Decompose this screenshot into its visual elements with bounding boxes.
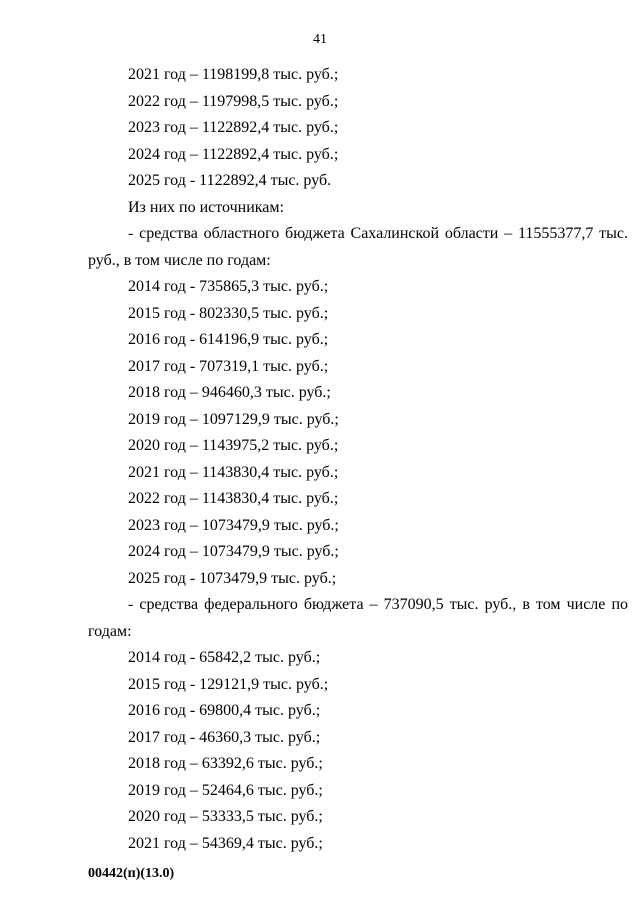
- regional-budget-line: - средства областного бюджета Сахалинской области – 11555377,7 тыс.: [128, 225, 628, 242]
- regional-year-line: 2022 год – 1143830,4 тыс. руб.;: [128, 490, 339, 507]
- federal-year-line: 2016 год - 69800,4 тыс. руб.;: [128, 702, 321, 719]
- text-line: 2025 год - 1122892,4 тыс. руб.: [128, 172, 332, 189]
- document-body: [88, 62, 628, 857]
- federal-year-line: 2019 год – 52464,6 тыс. руб.;: [128, 781, 323, 799]
- regional-year-line: 2024 год – 1073479,9 тыс. руб.;: [128, 543, 339, 560]
- federal-year-line: 2017 год - 46360,3 тыс. руб.;: [128, 728, 321, 746]
- regional-year-line: 2023 год – 1073479,9 тыс. руб.;: [128, 516, 339, 534]
- regional-year-line: 2014 год - 735865,3 тыс. руб.;: [128, 278, 329, 295]
- text-line: 2024 год – 1122892,4 тыс. руб.;: [128, 145, 339, 163]
- regional-year-line: 2017 год - 707319,1 тыс. руб.;: [128, 357, 329, 375]
- federal-budget-line-cont: годам:: [88, 622, 132, 640]
- regional-budget-line-cont: руб., в том числе по годам:: [88, 251, 271, 269]
- federal-year-line: 2021 год – 54369,4 тыс. руб.;: [128, 834, 323, 852]
- text-line: 2021 год – 1198199,8 тыс. руб.;: [128, 66, 339, 83]
- regional-year-line: 2020 год – 1143975,2 тыс. руб.;: [128, 437, 339, 454]
- regional-year-line: 2015 год - 802330,5 тыс. руб.;: [128, 304, 329, 322]
- regional-year-line: 2021 год – 1143830,4 тыс. руб.;: [128, 463, 339, 481]
- federal-budget-line: - средства федерального бюджета – 737090,5 тыс. руб., в том числе по: [128, 596, 628, 613]
- regional-year-line: 2016 год - 614196,9 тыс. руб.;: [128, 331, 329, 348]
- text-line: 2023 год – 1122892,4 тыс. руб.;: [128, 119, 339, 136]
- text-line: 2022 год – 1197998,5 тыс. руб.;: [128, 92, 339, 110]
- sources-heading: Из них по источникам:: [128, 198, 284, 216]
- document-code: 00442(п)(13.0): [88, 866, 175, 881]
- federal-year-line: 2020 год – 53333,5 тыс. руб.;: [128, 808, 323, 825]
- federal-year-line: 2018 год – 63392,6 тыс. руб.;: [128, 755, 323, 772]
- page-number: 41: [313, 32, 327, 47]
- regional-year-line: 2019 год – 1097129,9 тыс. руб.;: [128, 410, 339, 428]
- federal-year-line: 2014 год - 65842,2 тыс. руб.;: [128, 649, 321, 666]
- regional-year-line: 2025 год - 1073479,9 тыс. руб.;: [128, 569, 337, 587]
- regional-year-line: 2018 год – 946460,3 тыс. руб.;: [128, 384, 331, 401]
- federal-year-line: 2015 год - 129121,9 тыс. руб.;: [128, 675, 329, 693]
